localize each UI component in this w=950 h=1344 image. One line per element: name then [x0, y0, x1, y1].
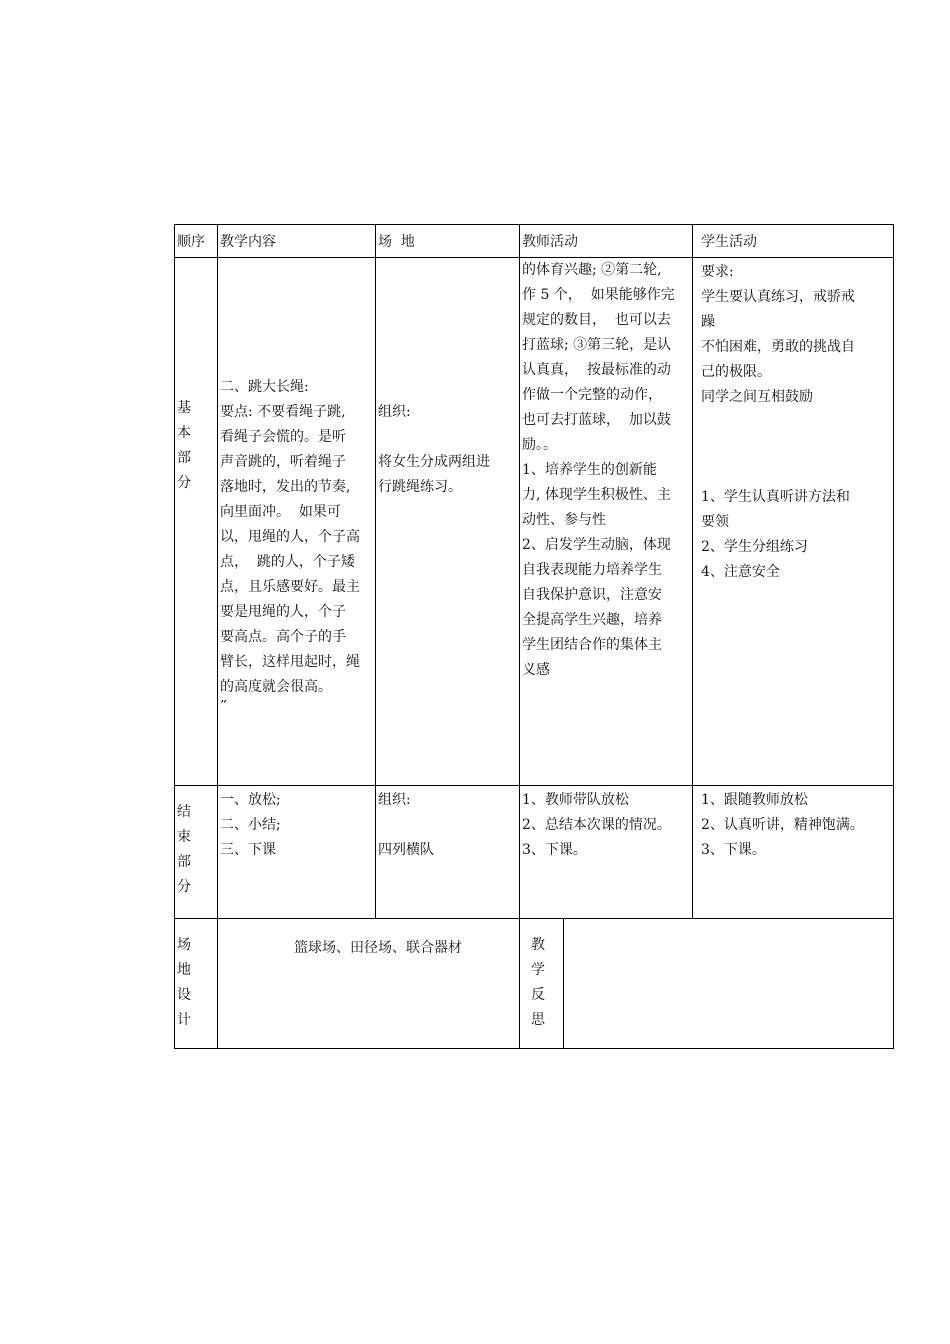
end-label-char: 分 [177, 879, 191, 895]
student-line: 2、学生分组练习 [701, 539, 808, 555]
header-teacher [520, 225, 693, 258]
end-venue-org: 组织: [378, 792, 411, 808]
venue-org-label: 组织: [378, 404, 411, 420]
teacher-line: 规定的数目， 也可以去 [522, 312, 671, 328]
basic-label-char: 部 [177, 450, 191, 466]
content-line: 落地时，发出的节奏, [220, 479, 351, 495]
teacher-line: 义感 [522, 662, 550, 678]
content-line: 看绳子会慌的。是听 [220, 429, 346, 445]
reflection-content-cell [564, 919, 894, 1049]
student-line: 躁 [701, 314, 715, 330]
content-line: 点，且乐感要好。最主 [220, 579, 360, 595]
content-line: 要是甩绳的人，个子 [220, 604, 346, 620]
header-order-text: 顺序 [177, 233, 205, 250]
student-line: 1、学生认真听讲方法和 [701, 489, 850, 505]
content-line: 以，甩绳的人，个子高 [220, 529, 360, 545]
basic-section-row [175, 258, 894, 786]
header-order [175, 225, 218, 258]
content-line: 的高度就会很高。 [220, 679, 332, 695]
reflection-label-cell [520, 919, 564, 1049]
student-line: 4、注意安全 [701, 564, 780, 580]
end-content-cell [218, 786, 376, 919]
end-teacher-line: 1、教师带队放松 [522, 792, 629, 808]
design-label-char: 设 [177, 987, 191, 1003]
design-content-text: 篮球场、田径场、联合器材 [294, 940, 462, 956]
basic-student-cell [693, 258, 894, 786]
header-content [218, 225, 376, 258]
student-line: 学生要认真练习，戒骄戒 [701, 289, 855, 305]
reflection-label-vertical [531, 933, 545, 1033]
end-label-vertical [177, 800, 191, 900]
end-content-line: 三、下课 [220, 842, 276, 858]
end-venue-spacer [378, 813, 517, 838]
content-line: 要点: 不要看绳子跳, [220, 404, 346, 420]
venue-desc-line: 将女生分成两组进 [378, 454, 490, 470]
header-venue [376, 225, 520, 258]
end-venue-desc: 四列横队 [378, 842, 434, 858]
teacher-line: 力, 体现学生积极性、主 [522, 487, 671, 503]
teacher-line: 认真真， 按最标准的动 [522, 362, 671, 378]
end-content-line: 一、放松; [220, 792, 281, 808]
teacher-line: 作做一个完整的动作， [522, 387, 662, 403]
student-line: 同学之间互相鼓励 [701, 389, 813, 405]
content-line: 向里面冲。 如果可 [220, 504, 341, 520]
design-label-vertical [177, 933, 191, 1033]
basic-label-vertical [177, 396, 191, 496]
reflection-label-char: 反 [531, 987, 545, 1003]
teacher-line: 打蓝球; ③第三轮，是认 [522, 337, 672, 353]
reflection-label-char: 学 [531, 962, 545, 978]
header-student [693, 225, 894, 258]
basic-venue-cell [376, 258, 520, 786]
content-line: 要高点。高个子的手 [220, 629, 346, 645]
end-section-label [175, 786, 218, 919]
design-section-label [175, 919, 218, 1049]
basic-teacher-cell [520, 258, 693, 786]
teacher-line: 也可去打蓝球， 加以鼓 [522, 412, 671, 428]
header-teacher-text: 教师活动 [522, 233, 578, 250]
design-section-row [175, 919, 894, 1049]
reflection-label-char: 教 [531, 937, 545, 953]
venue-desc-line: 行跳绳练习。 [378, 479, 462, 495]
student-line: 要求: [701, 264, 734, 280]
teacher-line: 作 5 个， 如果能够作完 [522, 287, 675, 303]
venue-spacer [378, 425, 517, 450]
basic-label-char: 基 [177, 400, 191, 416]
end-label-char: 束 [177, 829, 191, 845]
content-line: 臂长，这样甩起时，绳 [220, 654, 360, 670]
teacher-line: 2、启发学生动脑，体现 [522, 537, 671, 553]
end-teacher-line: 3、下课。 [522, 842, 587, 858]
teacher-line: 动性、参与性 [522, 512, 606, 528]
teacher-line: 的体育兴趣; ②第二轮, [522, 262, 662, 278]
lesson-plan-table [174, 224, 894, 1049]
header-content-text: 教学内容 [220, 233, 276, 250]
teacher-line: 学生团结合作的集体主 [522, 637, 662, 653]
teacher-line: 全提高学生兴趣，培养 [522, 612, 662, 628]
student-spacer [701, 410, 891, 485]
basic-label-char: 分 [177, 475, 191, 491]
student-line: 要领 [701, 514, 729, 530]
content-line: 声音跳的，听着绳子 [220, 454, 346, 470]
end-teacher-line: 2、总结本次课的情况。 [522, 817, 671, 833]
teacher-line: 自我保护意识，注意安 [522, 587, 662, 603]
basic-content-cell [218, 258, 376, 786]
end-label-char: 结 [177, 804, 191, 820]
reflection-label-char: 思 [531, 1012, 545, 1028]
basic-label-char: 本 [177, 425, 191, 441]
end-student-line: 2、认真听讲，精神饱满。 [701, 817, 864, 833]
end-teacher-cell [520, 786, 693, 919]
design-label-char: 地 [177, 962, 191, 978]
teacher-line: 自我表现能力培养学生 [522, 562, 662, 578]
student-line: 己的极限。 [701, 364, 771, 380]
header-venue-text: 场 地 [378, 233, 415, 250]
content-line: 点， 跳的人，个子矮 [220, 554, 355, 570]
design-content-cell [218, 919, 520, 1049]
basic-section-label [175, 258, 218, 786]
end-student-line: 3、下课。 [701, 842, 766, 858]
design-label-char: 场 [177, 937, 191, 953]
design-label-char: 计 [177, 1012, 191, 1028]
end-student-line: 1、跟随教师放松 [701, 792, 808, 808]
teacher-line: 励。。 [522, 437, 557, 453]
end-label-char: 部 [177, 854, 191, 870]
end-section-row [175, 786, 894, 919]
teacher-line: 1、培养学生的创新能 [522, 462, 657, 478]
end-student-cell [693, 786, 894, 919]
content-line: ” [220, 700, 228, 712]
end-venue-cell [376, 786, 520, 919]
end-content-line: 二、小结; [220, 817, 281, 833]
header-student-text: 学生活动 [701, 233, 757, 250]
student-line: 不怕困难，勇敢的挑战自 [701, 339, 855, 355]
table-header-row [175, 225, 894, 258]
content-line: 二、跳大长绳: [220, 379, 309, 395]
